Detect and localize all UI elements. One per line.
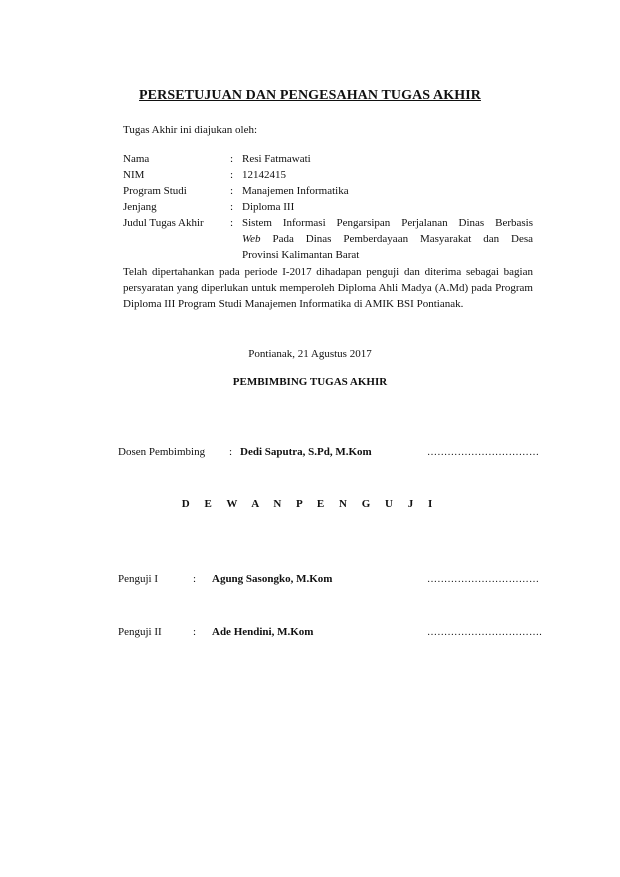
field-label: NIM bbox=[123, 169, 145, 181]
field-row-nama bbox=[123, 151, 533, 167]
penguji-2-name: Ade Hendini, M.Kom bbox=[212, 626, 314, 638]
thesis-title-line-3: Provinsi Kalimantan Barat bbox=[242, 249, 360, 261]
field-value: Manajemen Informatika bbox=[242, 185, 349, 197]
pembimbing-signature-line: …………………………… bbox=[427, 447, 540, 458]
field-label: Jenjang bbox=[123, 201, 157, 213]
penguji-2-colon: : bbox=[193, 626, 197, 638]
field-colon: : bbox=[230, 201, 234, 213]
pembimbing-name: Dedi Saputra, S.Pd, M.Kom bbox=[240, 446, 372, 458]
penguji-1-colon: : bbox=[193, 573, 197, 585]
field-label: Nama bbox=[123, 153, 150, 165]
student-info-table bbox=[123, 151, 533, 263]
thesis-title-value bbox=[242, 215, 533, 263]
field-value: 12142415 bbox=[242, 169, 286, 181]
thesis-title-line-1: Sistem Informasi Pengarsipan Perjalanan Dinas Berbasis bbox=[242, 217, 533, 229]
pembimbing-heading: PEMBIMBING TUGAS AKHIR bbox=[232, 376, 388, 388]
penguji-1-name: Agung Sasongko, M.Kom bbox=[212, 573, 333, 585]
field-row-program-studi bbox=[123, 183, 533, 199]
document-title: PERSETUJUAN DAN PENGESAHAN TUGAS AKHIR bbox=[139, 88, 481, 103]
field-value: Resi Fatmawati bbox=[242, 153, 311, 165]
field-colon: : bbox=[230, 217, 234, 229]
penguji-2-label: Penguji II bbox=[118, 626, 162, 638]
field-colon: : bbox=[230, 185, 234, 197]
field-label: Program Studi bbox=[123, 185, 187, 197]
pembimbing-colon: : bbox=[229, 446, 233, 458]
approval-paragraph: Telah dipertahankan pada periode I-2017 dihadapan penguji dan diterima sebagai bagian persyaratan yang diperlukan untuk memperoleh Diploma Ahli Madya (A.Md) pada Program Diploma III Program Studi Manajemen Informatika di AMIK BSI Pontianak. bbox=[123, 266, 533, 310]
penguji-1-signature-line: …………………………… bbox=[427, 574, 540, 585]
thesis-title-line-2-rest: Pada Dinas Pemberdayaan Masyarakat dan Desa bbox=[260, 233, 533, 245]
field-label: Judul Tugas Akhir bbox=[123, 217, 204, 229]
field-row-jenjang bbox=[123, 199, 533, 215]
thesis-title-web-word: Web bbox=[242, 233, 261, 245]
penguji-2-signature-line: ……………………………. bbox=[427, 627, 542, 638]
field-row-nim bbox=[123, 167, 533, 183]
field-row-judul bbox=[123, 215, 533, 263]
dewan-penguji-heading: D E W A N P E N G U J I bbox=[181, 498, 439, 510]
field-colon: : bbox=[230, 169, 234, 181]
field-value: Diploma III bbox=[242, 201, 295, 213]
field-colon: : bbox=[230, 153, 234, 165]
thesis-title-line-2 bbox=[242, 231, 533, 247]
pembimbing-label: Dosen Pembimbing bbox=[118, 446, 206, 458]
intro-text: Tugas Akhir ini diajukan oleh: bbox=[123, 124, 258, 136]
penguji-1-label: Penguji I bbox=[118, 573, 159, 585]
city-date: Pontianak, 21 Agustus 2017 bbox=[248, 348, 372, 360]
